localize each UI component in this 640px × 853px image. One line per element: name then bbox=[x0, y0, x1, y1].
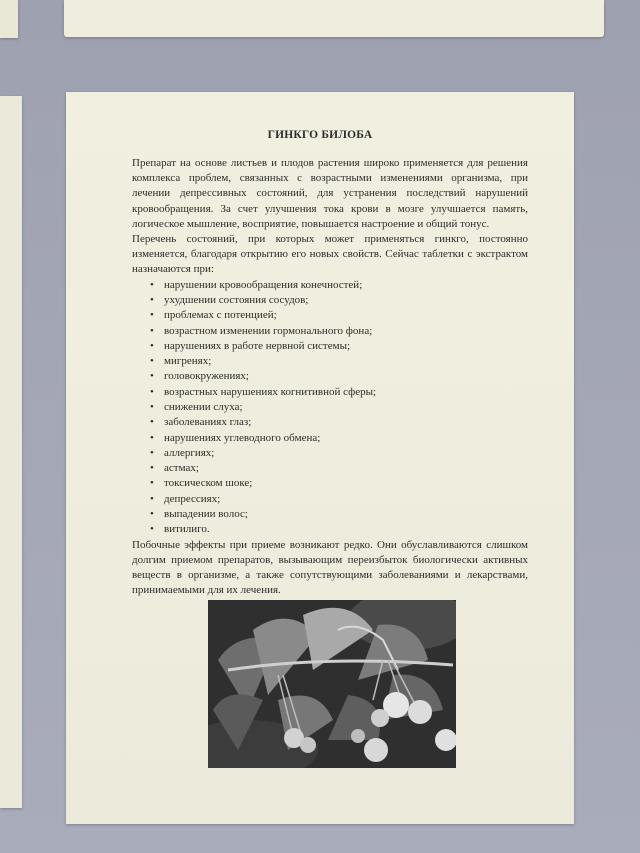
list-item: • нарушениях в работе нервной системы; bbox=[150, 339, 528, 354]
partial-paper-top-left bbox=[0, 0, 18, 38]
list-item: • возрастных нарушениях когнитивной сферы; bbox=[150, 385, 528, 400]
list-item: • астмах; bbox=[150, 461, 528, 476]
ginkgo-info-sheet bbox=[66, 92, 574, 824]
list-item: • возрастном изменении гормонального фона; bbox=[150, 324, 528, 339]
list-item: • заболеваниях глаз; bbox=[150, 415, 528, 430]
list-item: • проблемах с потенцией; bbox=[150, 308, 528, 323]
list-item: • витилиго. bbox=[150, 522, 528, 537]
list-item: • мигренях; bbox=[150, 354, 528, 369]
list-item: • снижении слуха; bbox=[150, 400, 528, 415]
side-effects-paragraph: Побочные эффекты при приеме возникают редко. Они обуславливаются слишком долгим приемом препаратов, вызывающим переизбыток биологически активных веществ в организме, а также сопутствующими заболеваниями и лекарствами, принимаемыми для их лечения. bbox=[132, 538, 528, 597]
list-item: • нарушении кровообращения конечностей; bbox=[150, 278, 528, 293]
list-item: • депрессиях; bbox=[150, 492, 528, 507]
list-item: • аллергиях; bbox=[150, 446, 528, 461]
partial-paper-left bbox=[0, 96, 22, 808]
list-item: • нарушениях углеводного обмена; bbox=[150, 431, 528, 446]
partial-paper-top bbox=[64, 0, 604, 37]
document-body bbox=[132, 156, 528, 598]
intro-paragraph: Препарат на основе листьев и плодов растения широко применяется для решения комплекса проблем, связанных с возрастными изменениями организма, при лечении депрессивных состояний, для устранения последствий нарушений кровообращения. За счет улучшения тока крови в мозге улучшается память, логическое мышление, восприятие, повышается настроение и общий тонус. bbox=[132, 157, 528, 230]
list-item: • ухудшении состояния сосудов; bbox=[150, 293, 528, 308]
document-title: ГИНКГО БИЛОБА bbox=[267, 129, 373, 141]
list-item: • выпадении волос; bbox=[150, 507, 528, 522]
list-item: • головокружениях; bbox=[150, 369, 528, 384]
conditions-list bbox=[132, 278, 528, 538]
conditions-paragraph: Перечень состояний, при которых может применяться гинкго, постоянно изменяется, благодаря открытию его новых свойств. Сейчас таблетки с экстрактом назначаются при: bbox=[132, 233, 528, 276]
ginkgo-photo bbox=[208, 600, 456, 768]
list-item: • токсическом шоке; bbox=[150, 476, 528, 491]
document-content bbox=[66, 92, 574, 824]
